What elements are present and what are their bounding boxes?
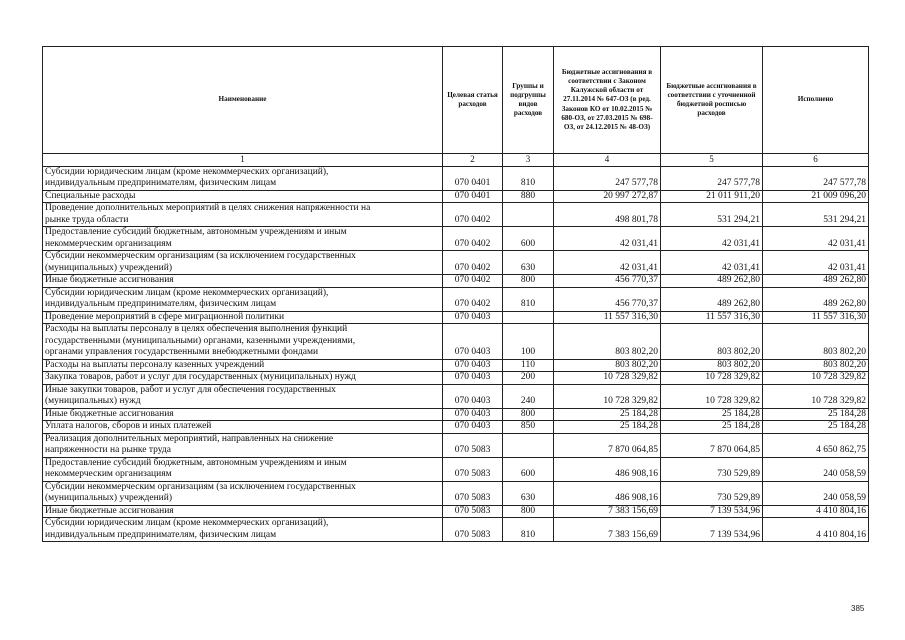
row-law-amount-cell: 10 728 329,82	[554, 372, 661, 385]
row-executed-amount-cell: 11 557 316,30	[763, 311, 869, 324]
row-name-cell: Специальные расходы	[43, 190, 443, 203]
row-group-cell: 810	[503, 287, 554, 311]
row-executed-amount-cell: 25 184,28	[763, 421, 869, 434]
row-law-amount-cell: 498 801,78	[554, 203, 661, 227]
row-target-cell: 070 5083	[443, 481, 503, 505]
row-refined-amount-cell: 803 802,20	[661, 359, 763, 372]
table-row	[43, 227, 869, 251]
column-number: 5	[661, 154, 763, 167]
row-law-amount-cell: 247 577,78	[554, 166, 661, 190]
row-name-cell: Проведение мероприятий в сфере миграционной политики	[43, 311, 443, 324]
header-law-allocations: Бюджетные ассигнования в соответствии с Законом Калужской области от 27.11.2014 № 647-ОЗ (в ред. Законов КО от 10.02.2015 № 680-ОЗ, от 27.03.2015 № 698-ОЗ, от 24.12.2015 № 48-ОЗ)	[554, 47, 661, 154]
row-name-cell: Уплата налогов, сборов и иных платежей	[43, 421, 443, 434]
row-name-cell: Субсидии некоммерческим организациям (за исключением государственных (муниципальных) учреждений)	[43, 251, 443, 275]
row-target-cell: 070 0401	[443, 166, 503, 190]
row-refined-amount-cell: 25 184,28	[661, 421, 763, 434]
table-row	[43, 505, 869, 518]
row-law-amount-cell: 456 770,37	[554, 287, 661, 311]
row-target-cell: 070 0403	[443, 311, 503, 324]
row-name-cell: Субсидии юридическим лицам (кроме некоммерческих организаций), индивидуальным предпринимателям, физическим лицам	[43, 518, 443, 542]
table-row	[43, 359, 869, 372]
table-row	[43, 324, 869, 360]
row-law-amount-cell: 25 184,28	[554, 408, 661, 421]
row-law-amount-cell: 486 908,16	[554, 481, 661, 505]
row-refined-amount-cell: 730 529,89	[661, 457, 763, 481]
budget-table-sheet	[42, 46, 868, 542]
row-refined-amount-cell: 489 262,80	[661, 287, 763, 311]
row-law-amount-cell: 25 184,28	[554, 421, 661, 434]
row-target-cell: 070 0403	[443, 384, 503, 408]
row-name-cell: Иные закупки товаров, работ и услуг для обеспечения государственных (муниципальных) нужд	[43, 384, 443, 408]
row-target-cell: 070 0401	[443, 190, 503, 203]
table-row	[43, 287, 869, 311]
table-row	[43, 457, 869, 481]
table-row	[43, 190, 869, 203]
row-law-amount-cell: 803 802,20	[554, 324, 661, 360]
row-group-cell: 100	[503, 324, 554, 360]
row-target-cell: 070 0402	[443, 275, 503, 288]
row-refined-amount-cell: 730 529,89	[661, 481, 763, 505]
row-group-cell	[503, 203, 554, 227]
row-refined-amount-cell: 489 262,80	[661, 275, 763, 288]
row-refined-amount-cell: 11 557 316,30	[661, 311, 763, 324]
table-row	[43, 408, 869, 421]
table-row	[43, 421, 869, 434]
table-row	[43, 251, 869, 275]
row-name-cell: Субсидии юридическим лицам (кроме некоммерческих организаций), индивидуальным предпринимателям, физическим лицам	[43, 166, 443, 190]
row-group-cell: 810	[503, 166, 554, 190]
row-law-amount-cell: 42 031,41	[554, 227, 661, 251]
row-executed-amount-cell: 489 262,80	[763, 275, 869, 288]
column-number: 2	[443, 154, 503, 167]
row-refined-amount-cell: 247 577,78	[661, 166, 763, 190]
row-name-cell: Иные бюджетные ассигнования	[43, 275, 443, 288]
row-target-cell: 070 0403	[443, 421, 503, 434]
table-body	[43, 166, 869, 542]
row-group-cell: 600	[503, 227, 554, 251]
row-target-cell: 070 0402	[443, 227, 503, 251]
row-executed-amount-cell: 4 650 862,75	[763, 433, 869, 457]
row-refined-amount-cell: 42 031,41	[661, 227, 763, 251]
row-executed-amount-cell: 10 728 329,82	[763, 384, 869, 408]
column-number-row	[43, 154, 869, 167]
row-executed-amount-cell: 25 184,28	[763, 408, 869, 421]
table-row	[43, 433, 869, 457]
row-refined-amount-cell: 42 031,41	[661, 251, 763, 275]
page-number: 385	[851, 604, 865, 613]
row-group-cell: 880	[503, 190, 554, 203]
row-target-cell: 070 5083	[443, 433, 503, 457]
row-target-cell: 070 5083	[443, 457, 503, 481]
row-refined-amount-cell: 531 294,21	[661, 203, 763, 227]
row-group-cell: 630	[503, 251, 554, 275]
table-row	[43, 311, 869, 324]
row-group-cell: 110	[503, 359, 554, 372]
row-name-cell: Иные бюджетные ассигнования	[43, 408, 443, 421]
table-row	[43, 203, 869, 227]
row-refined-amount-cell: 10 728 329,82	[661, 384, 763, 408]
row-executed-amount-cell: 4 410 804,16	[763, 518, 869, 542]
row-group-cell: 850	[503, 421, 554, 434]
row-group-cell: 810	[503, 518, 554, 542]
row-refined-amount-cell: 10 728 329,82	[661, 372, 763, 385]
row-name-cell: Расходы на выплаты персоналу казенных учреждений	[43, 359, 443, 372]
row-executed-amount-cell: 803 802,20	[763, 359, 869, 372]
row-name-cell: Реализация дополнительных мероприятий, направленных на снижение напряженности на рынке труда	[43, 433, 443, 457]
row-law-amount-cell: 486 908,16	[554, 457, 661, 481]
row-refined-amount-cell: 7 139 534,96	[661, 505, 763, 518]
row-name-cell: Предоставление субсидий бюджетным, автономным учреждениям и иным некоммерческим организациям	[43, 227, 443, 251]
row-group-cell	[503, 311, 554, 324]
row-target-cell: 070 0402	[443, 287, 503, 311]
row-group-cell: 800	[503, 408, 554, 421]
row-name-cell: Расходы на выплаты персоналу в целях обеспечения выполнения функций государственными (муниципальными) органами, казенными учреждениями, органами управления государственными внебюджетными фондами	[43, 324, 443, 360]
row-group-cell: 200	[503, 372, 554, 385]
row-law-amount-cell: 7 383 156,69	[554, 518, 661, 542]
row-target-cell: 070 0403	[443, 324, 503, 360]
row-executed-amount-cell: 240 058,59	[763, 457, 869, 481]
row-target-cell: 070 0402	[443, 251, 503, 275]
row-target-cell: 070 5083	[443, 518, 503, 542]
row-target-cell: 070 5083	[443, 505, 503, 518]
row-group-cell: 630	[503, 481, 554, 505]
row-executed-amount-cell: 531 294,21	[763, 203, 869, 227]
row-law-amount-cell: 42 031,41	[554, 251, 661, 275]
table-row	[43, 275, 869, 288]
row-target-cell: 070 0403	[443, 359, 503, 372]
row-target-cell: 070 0402	[443, 203, 503, 227]
row-name-cell: Проведение дополнительных мероприятий в целях снижения напряженности на рынке труда области	[43, 203, 443, 227]
row-executed-amount-cell: 21 009 096,20	[763, 190, 869, 203]
row-executed-amount-cell: 42 031,41	[763, 251, 869, 275]
row-executed-amount-cell: 247 577,78	[763, 166, 869, 190]
header-refined-allocations: Бюджетные ассигнования в соответствии с уточненной бюджетной росписью расходов	[661, 47, 763, 154]
row-name-cell: Субсидии юридическим лицам (кроме некоммерческих организаций), индивидуальным предпринимателям, физическим лицам	[43, 287, 443, 311]
row-law-amount-cell: 10 728 329,82	[554, 384, 661, 408]
header-expense-group: Группы и подгруппы видов расходов	[503, 47, 554, 154]
row-target-cell: 070 0403	[443, 408, 503, 421]
table-row	[43, 384, 869, 408]
header-executed: Исполнено	[763, 47, 869, 154]
row-law-amount-cell: 20 997 272,87	[554, 190, 661, 203]
row-refined-amount-cell: 21 011 911,20	[661, 190, 763, 203]
row-refined-amount-cell: 803 802,20	[661, 324, 763, 360]
row-law-amount-cell: 7 383 156,69	[554, 505, 661, 518]
row-refined-amount-cell: 7 139 534,96	[661, 518, 763, 542]
row-executed-amount-cell: 4 410 804,16	[763, 505, 869, 518]
row-group-cell: 240	[503, 384, 554, 408]
row-group-cell	[503, 433, 554, 457]
header-row	[43, 47, 869, 154]
row-group-cell: 800	[503, 505, 554, 518]
row-law-amount-cell: 456 770,37	[554, 275, 661, 288]
row-refined-amount-cell: 25 184,28	[661, 408, 763, 421]
row-refined-amount-cell: 7 870 064,85	[661, 433, 763, 457]
row-name-cell: Субсидии некоммерческим организациям (за исключением государственных (муниципальных) учреждений)	[43, 481, 443, 505]
budget-table	[42, 46, 869, 542]
row-name-cell: Иные бюджетные ассигнования	[43, 505, 443, 518]
row-target-cell: 070 0403	[443, 372, 503, 385]
row-executed-amount-cell: 240 058,59	[763, 481, 869, 505]
table-row	[43, 372, 869, 385]
column-number: 3	[503, 154, 554, 167]
column-number: 4	[554, 154, 661, 167]
column-number: 1	[43, 154, 443, 167]
row-executed-amount-cell: 10 728 329,82	[763, 372, 869, 385]
header-target-article: Целевая статья расходов	[443, 47, 503, 154]
header-name: Наименование	[43, 47, 443, 154]
column-number: 6	[763, 154, 869, 167]
row-group-cell: 600	[503, 457, 554, 481]
row-name-cell: Закупка товаров, работ и услуг для государственных (муниципальных) нужд	[43, 372, 443, 385]
row-name-cell: Предоставление субсидий бюджетным, автономным учреждениям и иным некоммерческим организациям	[43, 457, 443, 481]
table-row	[43, 481, 869, 505]
row-executed-amount-cell: 489 262,80	[763, 287, 869, 311]
table-row	[43, 518, 869, 542]
row-executed-amount-cell: 42 031,41	[763, 227, 869, 251]
row-law-amount-cell: 803 802,20	[554, 359, 661, 372]
table-row	[43, 166, 869, 190]
row-executed-amount-cell: 803 802,20	[763, 324, 869, 360]
row-law-amount-cell: 7 870 064,85	[554, 433, 661, 457]
row-law-amount-cell: 11 557 316,30	[554, 311, 661, 324]
row-group-cell: 800	[503, 275, 554, 288]
